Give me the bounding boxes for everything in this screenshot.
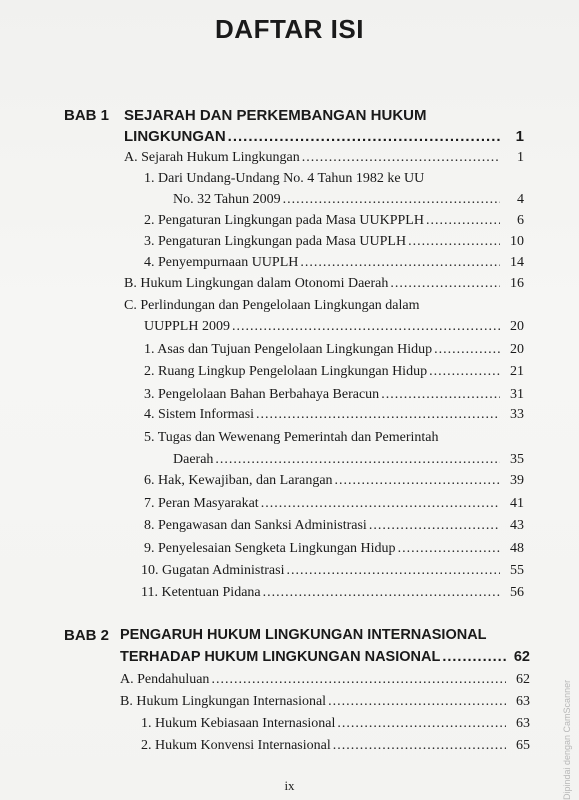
toc-entry-page: 33 xyxy=(510,407,524,422)
toc-entry-page: 65 xyxy=(516,738,530,753)
toc-entry xyxy=(141,585,524,601)
dot-leader xyxy=(302,150,500,166)
chapter-2-title-line2 xyxy=(120,649,530,665)
toc-entry-label: 2. Ruang Lingkup Pengelolaan Lingkungan Hidup xyxy=(144,364,428,379)
page-title: DAFTAR ISI xyxy=(215,14,364,44)
dot-leader xyxy=(261,496,500,512)
toc-entry-label: No. 32 Tahun 2009 xyxy=(173,192,281,207)
toc-entry-page: 35 xyxy=(510,452,524,467)
toc-entry-page: 63 xyxy=(516,716,530,731)
toc-entry-page: 31 xyxy=(510,387,524,402)
dot-leader xyxy=(369,518,500,534)
toc-entry-label: 2. Hukum Konvensi Internasional xyxy=(141,738,331,753)
toc-entry-label: A. Sejarah Hukum Lingkungan xyxy=(124,150,300,165)
toc-entry xyxy=(141,716,530,732)
toc-entry xyxy=(173,452,524,468)
dot-leader xyxy=(263,585,500,601)
dot-leader xyxy=(337,716,506,732)
toc-entry xyxy=(141,563,524,579)
dot-leader xyxy=(300,255,500,271)
toc-entry-page: 10 xyxy=(510,234,524,249)
toc-entry-label: 4. Sistem Informasi xyxy=(144,407,255,422)
dot-leader xyxy=(429,364,500,380)
toc-entry xyxy=(144,473,524,489)
dot-leader xyxy=(381,387,500,403)
dot-leader xyxy=(434,342,500,358)
toc-entry-label: 8. Pengawasan dan Sanksi Administrasi xyxy=(144,518,367,533)
toc-entry-label: A. Pendahuluan xyxy=(120,672,210,687)
scanner-watermark xyxy=(560,660,574,800)
toc-entry-page: 20 xyxy=(510,342,524,357)
toc-entry-page: 62 xyxy=(516,672,530,687)
toc-entry xyxy=(120,672,530,688)
toc-entry-page: 21 xyxy=(510,364,524,379)
toc-entry-page: 63 xyxy=(516,694,530,709)
toc-entry xyxy=(124,150,524,166)
dot-leader xyxy=(256,407,500,423)
dot-leader xyxy=(287,563,501,579)
dot-leader xyxy=(426,213,500,229)
scanner-watermark-text: Dipindai dengan CamScanner xyxy=(562,679,572,800)
toc-entry xyxy=(144,213,524,229)
toc-entry-label: 7. Peran Masyarakat xyxy=(144,496,259,511)
toc-entry-label: B. Hukum Lingkungan dalam Otonomi Daerah xyxy=(124,276,389,291)
toc-entry-label: 5. Tugas dan Wewenang Pemerintah dan Pemerintah xyxy=(144,430,439,445)
toc-entry-label: C. Perlindungan dan Pengelolaan Lingkungan dalam xyxy=(124,298,420,313)
toc-entry-label: Daerah xyxy=(173,452,214,467)
dot-leader xyxy=(335,473,500,489)
toc-entry xyxy=(144,496,524,512)
chapter-1-title-text-2: LINGKUNGAN xyxy=(124,128,226,145)
toc-entry xyxy=(144,342,524,358)
toc-entry-page: 43 xyxy=(510,518,524,533)
dot-leader xyxy=(442,649,506,665)
toc-entry-label: 4. Penyempurnaan UUPLH xyxy=(144,255,299,270)
toc-entry-page: 56 xyxy=(510,585,524,600)
toc-entry xyxy=(173,192,524,208)
toc-entry-label: 1. Hukum Kebiasaan Internasional xyxy=(141,716,336,731)
dot-leader xyxy=(398,541,500,557)
dot-leader xyxy=(215,452,500,468)
toc-entry-page: 6 xyxy=(517,213,524,228)
toc-entry xyxy=(144,255,524,271)
chapter-2-title-line1 xyxy=(120,627,487,643)
toc-entry xyxy=(124,298,524,314)
chapter-1-page: 1 xyxy=(515,128,524,145)
toc-entry-label: 2. Pengaturan Lingkungan pada Masa UUKPPLH xyxy=(144,213,424,228)
dot-leader xyxy=(333,738,506,754)
toc-entry-label: 11. Ketentuan Pidana xyxy=(141,585,261,600)
toc-entry xyxy=(144,541,524,557)
toc-entry xyxy=(120,694,530,710)
dot-leader xyxy=(283,192,500,208)
chapter-1-title-line2 xyxy=(124,128,524,145)
toc-entry-label: 6. Hak, Kewajiban, dan Larangan xyxy=(144,473,333,488)
dot-leader xyxy=(228,128,500,145)
toc-entry-page: 14 xyxy=(510,255,524,270)
toc-entry xyxy=(144,171,524,187)
toc-entry xyxy=(144,518,524,534)
toc-entry xyxy=(144,319,524,335)
toc-entry-label: UUPPLH 2009 xyxy=(144,319,230,334)
chapter-2-title-text-2: TERHADAP HUKUM LINGKUNGAN NASIONAL xyxy=(120,649,441,665)
toc-entry-label: B. Hukum Lingkungan Internasional xyxy=(120,694,327,709)
toc-entry xyxy=(141,738,530,754)
toc-entry-label: 3. Pengelolaan Bahan Berbahaya Beracun xyxy=(144,387,380,402)
dot-leader xyxy=(390,276,500,292)
toc-entry-label: 9. Penyelesaian Sengketa Lingkungan Hidup xyxy=(144,541,396,556)
page-number-footer: ix xyxy=(284,778,295,793)
toc-entry xyxy=(144,234,524,250)
toc-entry-page: 41 xyxy=(510,496,524,511)
toc-entry-label: 3. Pengaturan Lingkungan pada Masa UUPLH xyxy=(144,234,407,249)
toc-entry-page: 39 xyxy=(510,473,524,488)
toc-entry-label: 1. Dari Undang-Undang No. 4 Tahun 1982 ke UU xyxy=(144,171,425,186)
toc-entry-page: 1 xyxy=(517,150,524,165)
dot-leader xyxy=(328,694,506,710)
dot-leader xyxy=(211,672,506,688)
chapter-2-title-text: PENGARUH HUKUM LINGKUNGAN INTERNASIONAL xyxy=(120,627,487,643)
toc-entry xyxy=(144,407,524,423)
dot-leader xyxy=(232,319,500,335)
toc-entry xyxy=(124,276,524,292)
toc-entry xyxy=(144,364,524,380)
toc-entry xyxy=(144,387,524,403)
toc-entry xyxy=(144,430,524,446)
chapter-2-number: BAB 2 xyxy=(64,627,110,644)
toc-entry-page: 20 xyxy=(510,319,524,334)
toc-entry-page: 55 xyxy=(510,563,524,578)
chapter-1-title-line1 xyxy=(124,107,427,124)
toc-entry-label: 10. Gugatan Administrasi xyxy=(141,563,285,578)
toc-entry-page: 48 xyxy=(510,541,524,556)
chapter-2-page: 62 xyxy=(513,649,530,665)
chapter-1-title-text: SEJARAH DAN PERKEMBANGAN HUKUM xyxy=(124,107,427,124)
dot-leader xyxy=(408,234,500,250)
chapter-1-number: BAB 1 xyxy=(64,107,110,124)
toc-entry-page: 4 xyxy=(517,192,524,207)
toc-entry-page: 16 xyxy=(510,276,524,291)
toc-entry-label: 1. Asas dan Tujuan Pengelolaan Lingkungan Hidup xyxy=(144,342,433,357)
